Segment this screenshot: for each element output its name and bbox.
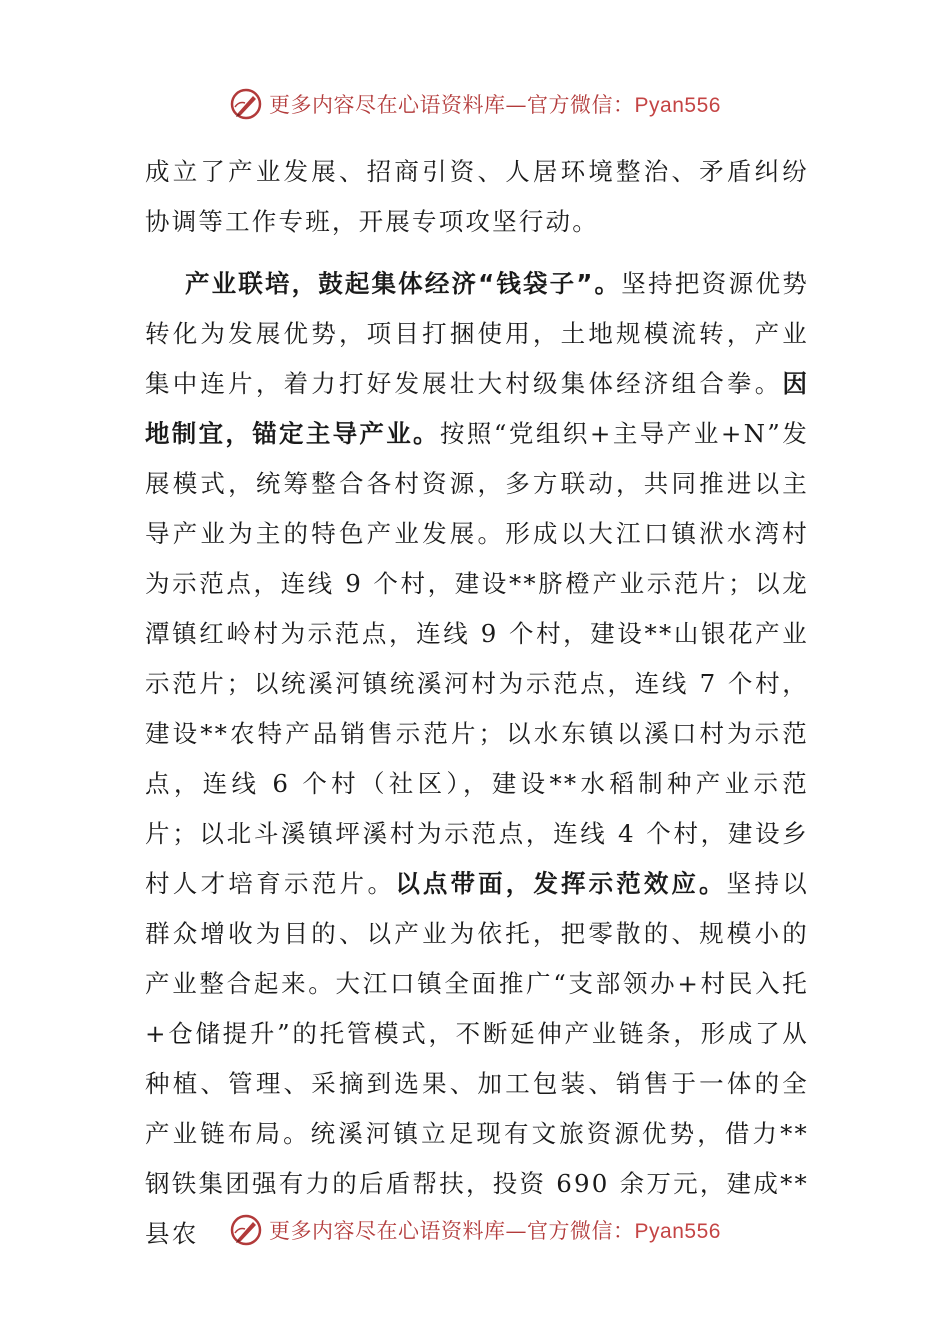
header-banner-handle: Pyan556	[634, 94, 721, 117]
section-heading-collective-economy: 产业联培，鼓起集体经济“钱袋子”。	[185, 269, 622, 298]
pen-logo-icon	[229, 87, 263, 121]
paragraph-2-text-2: 按照“党组织+主导产业+N”发展模式，统筹整合各村资源，多方联动，共同推进以主导产业为主的特色产业发展。形成以大江口镇洑水湾村为示范点，连线 9 个村，建设**脐橙产业示范片；以龙潭镇红岭村为示范点，连线 9 个村，建设**山银花产业示范片；以统溪河镇统溪河村为示范点，连线 7 个村，建设**农特产品销售示范片；以水东镇以溪口村为示范点，连线 6 个村（社区），建设**水稻制种产业示范片；以北斗溪镇坪溪村为示范点，连线 4 个村，建设乡村人才培育示范片。	[145, 419, 809, 898]
paragraph-2-text-3: 坚持以群众增收为目的、以产业为依托，把零散的、规模小的产业整合起来。大江口镇全面推广“支部领办+村民入托+仓储提升”的托管模式，不断延伸产业链条，形成了从种植、管理、采摘到选果、加工包装、销售于一体的全产业链布局。统溪河镇立足现有文旅资源优势，借力**钢铁集团强有力的后盾帮扶，投资 690 余万元，建成**县农	[145, 869, 809, 1248]
header-banner-text: 更多内容尽在心语资料库—官方微信：Pyan556	[269, 93, 721, 117]
footer-banner-text: 更多内容尽在心语资料库—官方微信：Pyan556	[269, 1219, 721, 1243]
footer-banner-handle: Pyan556	[634, 1220, 721, 1243]
pen-logo-icon	[229, 1213, 263, 1247]
subheading-demonstration-effect: 以点带面，发挥示范效应。	[395, 869, 727, 898]
document-body	[145, 147, 809, 1259]
subheading-leading-industry: 因地制宜，锚定主导产业。	[145, 369, 809, 448]
footer-banner	[0, 1210, 950, 1250]
paragraph-2-text-1: 坚持把资源优势转化为发展优势，项目打捆使用，土地规模流转，产业集中连片，着力打好发展壮大村级集体经济组合拳。	[145, 269, 810, 398]
paragraph-1	[145, 147, 809, 247]
paragraph-2	[145, 259, 809, 1259]
header-banner	[0, 84, 950, 124]
paragraph-1-text: 成立了产业发展、招商引资、人居环境整治、矛盾纠纷协调等工作专班，开展专项攻坚行动。	[145, 157, 809, 236]
